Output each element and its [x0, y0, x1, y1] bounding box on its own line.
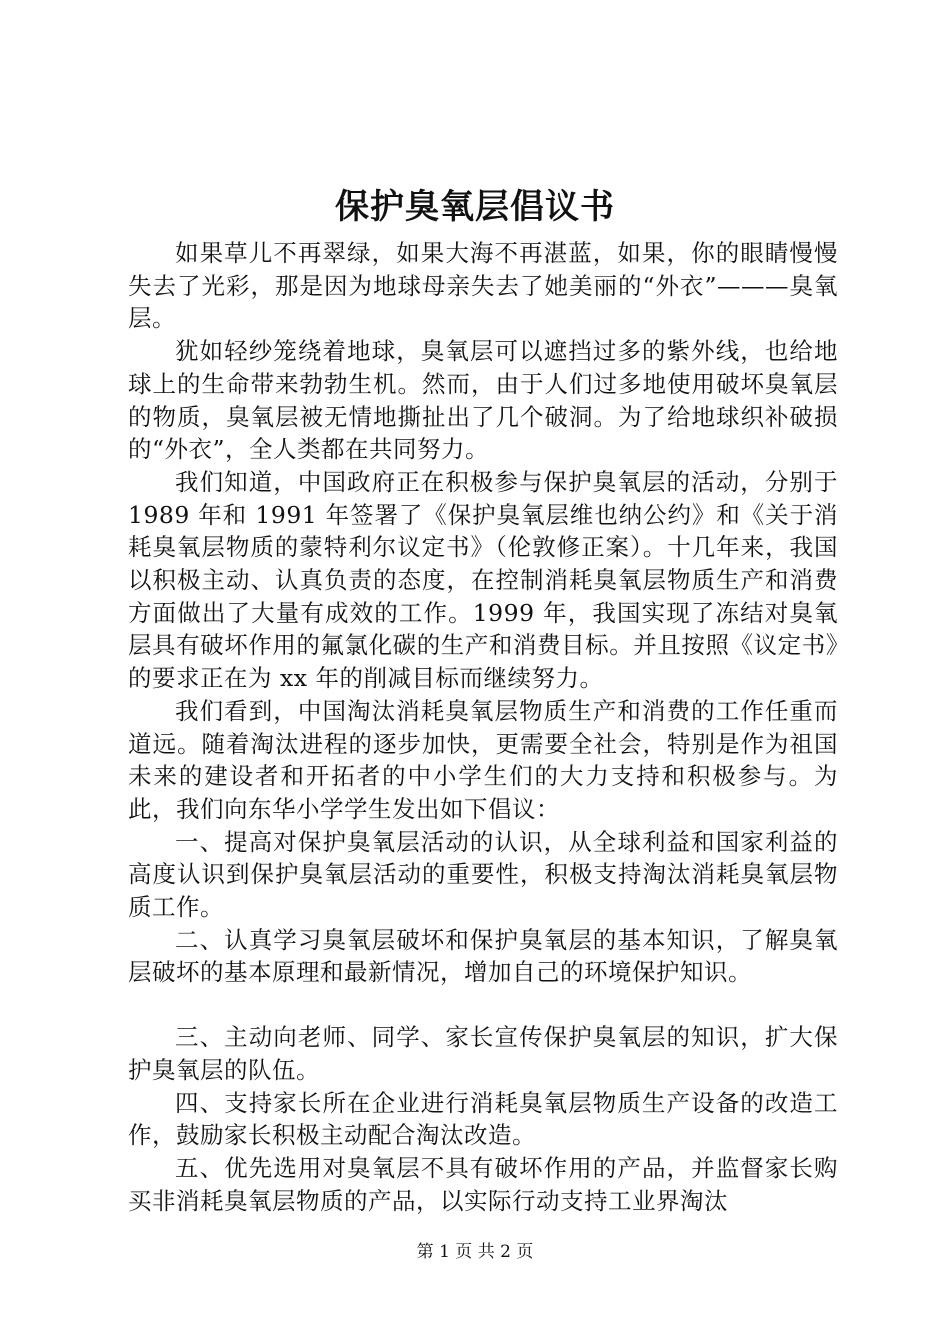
proposal-item-1: 一、提高对保护臭氧层活动的认识，从全球利益和国家利益的高度认识到保护臭氧层活动的重要性，积极支持淘汰消耗臭氧层物质工作。: [128, 827, 838, 922]
proposal-item-5: 五、优先选用对臭氧层不具有破坏作用的产品，并监督家长购买非消耗臭氧层物质的产品，以实际行动支持工业界淘汰: [128, 1153, 838, 1215]
document-body: [128, 237, 838, 1217]
proposal-item-4: 四、支持家长所在企业进行消耗臭氧层物质生产设备的改造工作，鼓励家长积极主动配合淘汰改造。: [128, 1088, 838, 1150]
paragraph-call-to-action: 我们看到，中国淘汰消耗臭氧层物质生产和消费的工作任重而道远。随着淘汰进程的逐步加快，更需要全社会，特别是作为祖国未来的建设者和开拓者的中小学生们的大力支持和积极参与。为此，我们向东华小学学生发出如下倡议：: [128, 696, 838, 823]
paragraph-china-efforts: 我们知道，中国政府正在积极参与保护臭氧层的活动，分别于 1989 年和 1991 年签署了《保护臭氧层维也纳公约》和《关于消耗臭氧层物质的蒙特利尔议定书》（伦敦修正案）。十几年来，我国以积极主动、认真负责的态度，在控制消耗臭氧层物质生产和消费方面做出了大量有成效的工作。1999 年，我国实现了冻结对臭氧层具有破坏作用的氟氯化碳的生产和消费目标。并且按照《议定书》的要求正在为 xx 年的削减目标而继续努力。: [128, 467, 838, 693]
paragraph-ozone-role: 犹如轻纱笼绕着地球，臭氧层可以遮挡过多的紫外线，也给地球上的生命带来勃勃生机。然而，由于人们过多地使用破坏臭氧层的物质，臭氧层被无情地撕扯出了几个破洞。为了给地球织补破损的“外衣”，全人类都在共同努力。: [128, 337, 838, 464]
paragraph-intro: 如果草儿不再翠绿，如果大海不再湛蓝，如果，你的眼睛慢慢失去了光彩，那是因为地球母亲失去了她美丽的“外衣”———臭氧层。: [128, 239, 838, 333]
document-title: 保护臭氧层倡议书: [335, 187, 615, 227]
proposal-item-2: 二、认真学习臭氧层破坏和保护臭氧层的基本知识，了解臭氧层破坏的基本原理和最新情况，增加自己的环境保护知识。: [128, 925, 838, 987]
page-number-footer: 第 1 页 共 2 页: [416, 1242, 534, 1262]
proposal-item-3: 三、主动向老师、同学、家长宣传保护臭氧层的知识，扩大保护臭氧层的队伍。: [128, 1023, 838, 1084]
